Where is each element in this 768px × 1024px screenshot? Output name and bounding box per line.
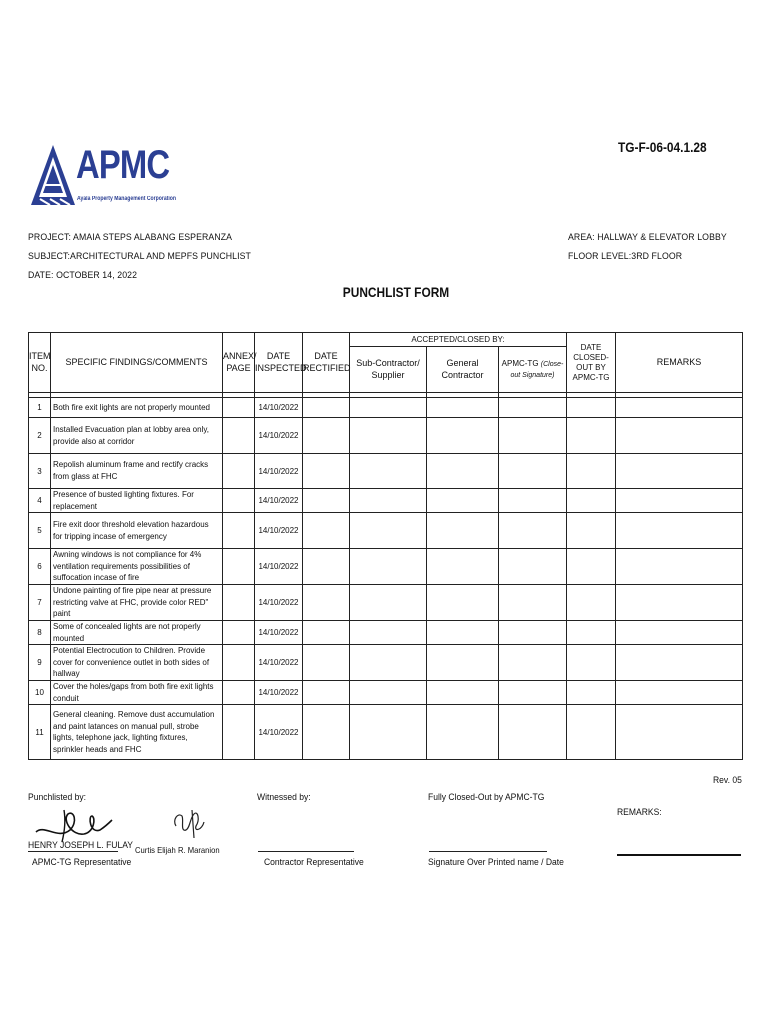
general-contractor-cell bbox=[427, 513, 499, 549]
item-no: 6 bbox=[29, 549, 51, 585]
table-row bbox=[29, 513, 743, 549]
revision-label: Rev. 05 bbox=[713, 775, 742, 786]
general-contractor-cell bbox=[427, 705, 499, 760]
apmc-logo-icon bbox=[30, 143, 76, 207]
table-row bbox=[29, 418, 743, 454]
apmc-tg-cell bbox=[499, 398, 567, 418]
remarks-cell bbox=[616, 513, 743, 549]
finding-text: Potential Electrocution to Children. Provide cover for convenience outlet in both sides of hallway bbox=[51, 645, 223, 681]
sub-contractor-cell bbox=[350, 620, 427, 644]
general-contractor-cell bbox=[427, 681, 499, 705]
date-closed-cell bbox=[567, 513, 616, 549]
remarks-cell bbox=[616, 705, 743, 760]
date-inspected-cell: 14/10/2022 bbox=[255, 620, 303, 644]
item-no: 5 bbox=[29, 513, 51, 549]
form-title: PUNCHLIST FORM bbox=[342, 284, 450, 300]
col-sub-contractor: Sub-Contractor/ Supplier bbox=[350, 347, 427, 393]
item-no: 11 bbox=[29, 705, 51, 760]
annex-cell bbox=[223, 418, 255, 454]
annex-cell bbox=[223, 620, 255, 644]
col-annex: ANNEX/ PAGE bbox=[223, 333, 255, 393]
col-apmc-tg-note: (Close-out Signature) bbox=[510, 360, 564, 379]
col-date-inspected: DATE INSPECTED bbox=[255, 333, 303, 393]
apmc-logo bbox=[30, 143, 180, 211]
sub-contractor-cell bbox=[350, 454, 427, 489]
finding-text: Both fire exit lights are not properly mounted bbox=[51, 398, 223, 418]
annex-cell bbox=[223, 513, 255, 549]
date-closed-cell bbox=[567, 681, 616, 705]
area-label: AREA: HALLWAY & ELEVATOR LOBBY bbox=[568, 232, 727, 243]
annex-cell bbox=[223, 584, 255, 620]
date-rectified-cell bbox=[303, 398, 350, 418]
annex-cell bbox=[223, 645, 255, 681]
signature-line-1 bbox=[28, 851, 118, 852]
signature-2-icon bbox=[168, 806, 208, 842]
finding-text: Presence of busted lighting fixtures. For replacement bbox=[51, 489, 223, 513]
sub-contractor-cell bbox=[350, 584, 427, 620]
apmc-tg-cell bbox=[499, 584, 567, 620]
sub-contractor-cell bbox=[350, 549, 427, 585]
general-contractor-cell bbox=[427, 549, 499, 585]
closed-out-role: Signature Over Printed name / Date bbox=[428, 857, 564, 868]
table-row bbox=[29, 681, 743, 705]
col-apmc-tg-label: APMC-TG bbox=[501, 358, 539, 368]
finding-text: Fire exit door threshold elevation hazardous for tripping incase of emergency bbox=[51, 513, 223, 549]
remarks-cell bbox=[616, 549, 743, 585]
signature-line-2 bbox=[258, 851, 354, 852]
col-general-contractor: General Contractor bbox=[427, 347, 499, 393]
date-rectified-cell bbox=[303, 418, 350, 454]
sub-contractor-cell bbox=[350, 705, 427, 760]
apmc-tg-cell bbox=[499, 705, 567, 760]
apmc-tg-cell bbox=[499, 513, 567, 549]
remarks-cell bbox=[616, 584, 743, 620]
remarks-line bbox=[617, 854, 741, 856]
annex-cell bbox=[223, 398, 255, 418]
date-closed-cell bbox=[567, 398, 616, 418]
date-closed-cell bbox=[567, 584, 616, 620]
date-closed-cell bbox=[567, 418, 616, 454]
table-row bbox=[29, 584, 743, 620]
signature-1-icon bbox=[34, 804, 114, 844]
date-inspected-cell: 14/10/2022 bbox=[255, 584, 303, 620]
col-accepted-group: ACCEPTED/CLOSED BY: bbox=[350, 333, 567, 347]
table-row bbox=[29, 489, 743, 513]
second-signatory-name: Curtis Elijah R. Maranion bbox=[135, 845, 220, 855]
date-rectified-cell bbox=[303, 705, 350, 760]
sub-contractor-cell bbox=[350, 418, 427, 454]
item-no: 10 bbox=[29, 681, 51, 705]
finding-text: Installed Evacuation plan at lobby area only, provide also at corridor bbox=[51, 418, 223, 454]
item-no: 8 bbox=[29, 620, 51, 644]
witnessed-by-label: Witnessed by: bbox=[257, 792, 311, 803]
date-rectified-cell bbox=[303, 489, 350, 513]
item-no: 4 bbox=[29, 489, 51, 513]
remarks-cell bbox=[616, 681, 743, 705]
subject-label: SUBJECT:ARCHITECTURAL AND MEPFS PUNCHLIST bbox=[28, 251, 251, 262]
date-inspected-cell: 14/10/2022 bbox=[255, 418, 303, 454]
table-row bbox=[29, 705, 743, 760]
general-contractor-cell bbox=[427, 418, 499, 454]
table-row bbox=[29, 454, 743, 489]
apmc-logo-text: APMC bbox=[76, 143, 170, 187]
col-item-no: ITEM NO. bbox=[29, 333, 51, 393]
col-date-closed: DATE CLOSED-OUT BY APMC-TG bbox=[567, 333, 616, 393]
finding-text: Repolish aluminum frame and rectify cracks from glass at FHC bbox=[51, 454, 223, 489]
apmc-logo-tagline: Ayala Property Management Corporation bbox=[77, 196, 176, 202]
item-no: 3 bbox=[29, 454, 51, 489]
apmc-tg-cell bbox=[499, 489, 567, 513]
finding-text: Some of concealed lights are not properly mounted bbox=[51, 620, 223, 644]
apmc-tg-cell bbox=[499, 620, 567, 644]
item-no: 2 bbox=[29, 418, 51, 454]
date-rectified-cell bbox=[303, 620, 350, 644]
col-remarks: REMARKS bbox=[616, 333, 743, 393]
date-rectified-cell bbox=[303, 454, 350, 489]
annex-cell bbox=[223, 549, 255, 585]
col-findings: SPECIFIC FINDINGS/COMMENTS bbox=[51, 333, 223, 393]
apmc-tg-cell bbox=[499, 454, 567, 489]
remarks-cell bbox=[616, 489, 743, 513]
table-row bbox=[29, 645, 743, 681]
sub-contractor-cell bbox=[350, 645, 427, 681]
date-rectified-cell bbox=[303, 584, 350, 620]
item-no: 9 bbox=[29, 645, 51, 681]
table-row bbox=[29, 549, 743, 585]
apmc-tg-cell bbox=[499, 681, 567, 705]
punchlist-table bbox=[28, 332, 743, 760]
date-inspected-cell: 14/10/2022 bbox=[255, 398, 303, 418]
general-contractor-cell bbox=[427, 584, 499, 620]
remarks-cell bbox=[616, 418, 743, 454]
annex-cell bbox=[223, 681, 255, 705]
item-no: 7 bbox=[29, 584, 51, 620]
project-label: PROJECT: AMAIA STEPS ALABANG ESPERANZA bbox=[28, 232, 233, 243]
date-label: DATE: OCTOBER 14, 2022 bbox=[28, 270, 138, 281]
col-date-rectified: DATE RECTIFIED bbox=[303, 333, 350, 393]
date-closed-cell bbox=[567, 489, 616, 513]
date-inspected-cell: 14/10/2022 bbox=[255, 549, 303, 585]
document-code: TG-F-06-04.1.28 bbox=[618, 139, 707, 155]
general-contractor-cell bbox=[427, 454, 499, 489]
general-contractor-cell bbox=[427, 645, 499, 681]
floor-label: FLOOR LEVEL:3RD FLOOR bbox=[568, 251, 683, 262]
finding-text: Undone painting of fire pipe near at pressure restricting valve at FHC, provide color RED" paint bbox=[51, 584, 223, 620]
sub-contractor-cell bbox=[350, 513, 427, 549]
punchlisted-name: HENRY JOSEPH L. FULAY bbox=[28, 840, 134, 851]
date-rectified-cell bbox=[303, 645, 350, 681]
date-inspected-cell: 14/10/2022 bbox=[255, 489, 303, 513]
general-contractor-cell bbox=[427, 620, 499, 644]
remarks-cell bbox=[616, 398, 743, 418]
general-contractor-cell bbox=[427, 489, 499, 513]
finding-text: Awning windows is not compliance for 4% ventilation requirements possibilities of suffocation incase of fire bbox=[51, 549, 223, 585]
date-inspected-cell: 14/10/2022 bbox=[255, 454, 303, 489]
table-row bbox=[29, 620, 743, 644]
date-rectified-cell bbox=[303, 549, 350, 585]
date-closed-cell bbox=[567, 705, 616, 760]
sub-contractor-cell bbox=[350, 489, 427, 513]
date-inspected-cell: 14/10/2022 bbox=[255, 513, 303, 549]
finding-text: General cleaning. Remove dust accumulation and paint latances on manual pull, strobe lights, telephone jack, lighting fixtures, sprinkler heads and FHC bbox=[51, 705, 223, 760]
sub-contractor-cell bbox=[350, 398, 427, 418]
annex-cell bbox=[223, 705, 255, 760]
punchlisted-by-label: Punchlisted by: bbox=[28, 792, 86, 803]
date-inspected-cell: 14/10/2022 bbox=[255, 681, 303, 705]
annex-cell bbox=[223, 489, 255, 513]
general-contractor-cell bbox=[427, 398, 499, 418]
apmc-tg-cell bbox=[499, 418, 567, 454]
apmc-tg-cell bbox=[499, 549, 567, 585]
annex-cell bbox=[223, 454, 255, 489]
date-rectified-cell bbox=[303, 513, 350, 549]
item-no: 1 bbox=[29, 398, 51, 418]
apmc-tg-cell bbox=[499, 645, 567, 681]
date-inspected-cell: 14/10/2022 bbox=[255, 705, 303, 760]
remarks-label: REMARKS: bbox=[617, 807, 662, 818]
date-closed-cell bbox=[567, 549, 616, 585]
finding-text: Cover the holes/gaps from both fire exit lights conduit bbox=[51, 681, 223, 705]
table-row bbox=[29, 398, 743, 418]
date-inspected-cell: 14/10/2022 bbox=[255, 645, 303, 681]
remarks-cell bbox=[616, 454, 743, 489]
date-closed-cell bbox=[567, 454, 616, 489]
punchlisted-role: APMC-TG Representative bbox=[32, 857, 132, 868]
witnessed-role: Contractor Representative bbox=[264, 857, 364, 868]
remarks-cell bbox=[616, 620, 743, 644]
date-closed-cell bbox=[567, 645, 616, 681]
date-rectified-cell bbox=[303, 681, 350, 705]
closed-out-label: Fully Closed-Out by APMC-TG bbox=[428, 792, 545, 803]
col-apmc-tg bbox=[499, 347, 567, 393]
signature-line-3 bbox=[429, 851, 547, 852]
sub-contractor-cell bbox=[350, 681, 427, 705]
date-closed-cell bbox=[567, 620, 616, 644]
remarks-cell bbox=[616, 645, 743, 681]
